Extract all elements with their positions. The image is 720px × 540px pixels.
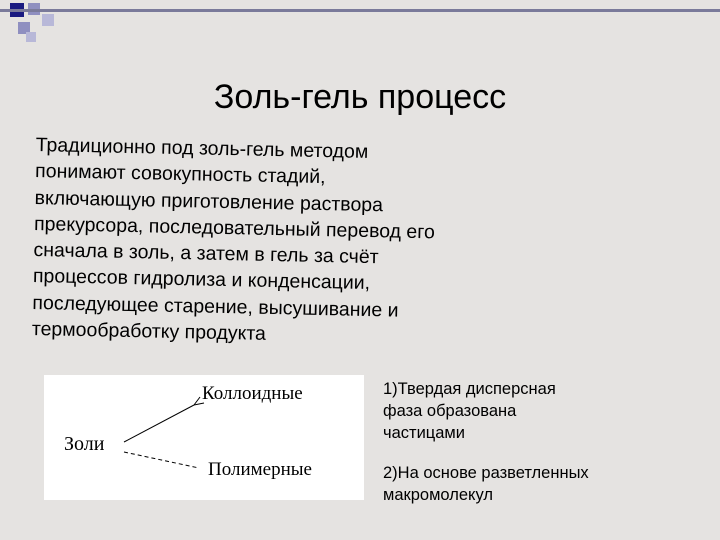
body-line: термообработку продукта: [31, 318, 267, 345]
note-line: макромолекул: [383, 486, 493, 504]
body-line: включающую приготовление раствора: [34, 186, 384, 216]
diagram-svg: [44, 375, 364, 500]
branch-line-upper: [124, 405, 194, 442]
body-line: процессов гидролиза и конденсации,: [32, 265, 371, 295]
sol-classification-diagram: [44, 375, 364, 500]
body-line: понимают совокупность стадий,: [34, 160, 326, 189]
note-line: фаза образована: [383, 402, 517, 420]
body-line: прекурсора, последовательный перевод его: [33, 212, 436, 244]
diagram-root-label: Золи: [64, 433, 105, 455]
diagram-branch-label: Полимерные: [208, 459, 312, 480]
diagram-branch-label: Коллоидные: [202, 383, 303, 404]
note-colloidal: [383, 378, 556, 444]
note-line: 2)На основе разветленных: [383, 464, 589, 482]
deco-square-light: [26, 32, 36, 42]
note-line: частицами: [383, 424, 465, 442]
body-line: сначала в золь, а затем в гель за счёт: [33, 239, 379, 269]
top-rule: [0, 9, 720, 12]
body-line: Традиционно под золь-гель методом: [35, 133, 369, 163]
branch-line-lower: [124, 452, 199, 468]
note-line: 1)Твердая дисперсная: [383, 380, 556, 398]
note-polymeric: [383, 462, 589, 506]
body-paragraph: [32, 132, 556, 353]
body-line: последующее старение, высушивание и: [32, 291, 399, 322]
deco-square-light: [42, 14, 54, 26]
slide-title: Золь-гель процесс: [213, 78, 507, 116]
